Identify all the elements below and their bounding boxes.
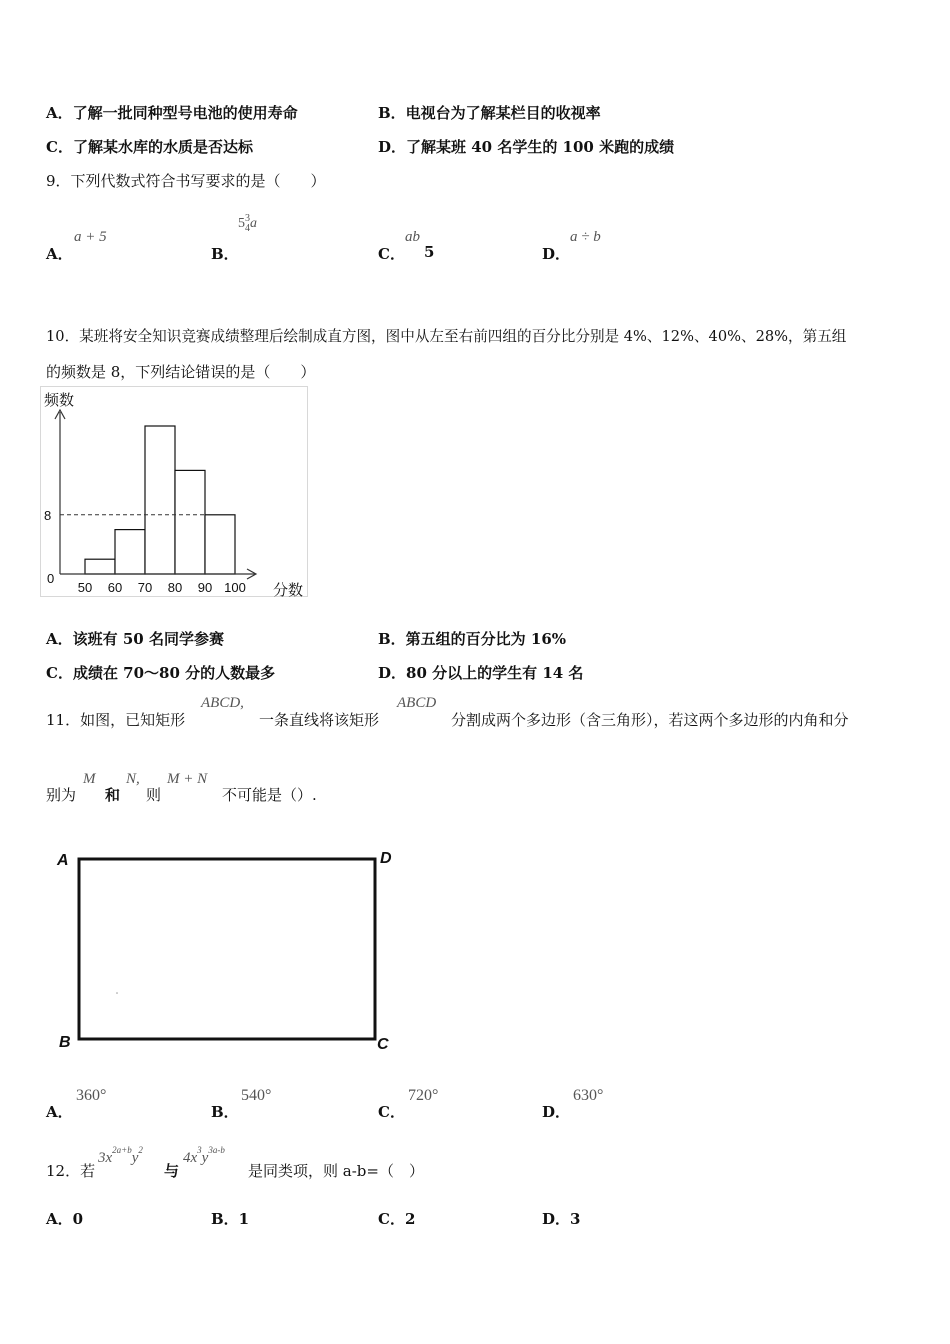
rectangle-abcd: [79, 859, 375, 1039]
q9-option-c-label: C．: [378, 245, 405, 263]
x-tick-90: 90: [197, 580, 213, 595]
corner-label-a: A: [57, 852, 69, 869]
histogram-chart: [40, 386, 320, 601]
q11-rect-name-2: ABCD: [397, 695, 437, 711]
q9-b-denominator: 4: [245, 223, 250, 234]
q11-line2-part3: 则: [146, 786, 162, 804]
q12-term2-yexp: 3a-b: [208, 1145, 225, 1155]
q9-b-whole: 5: [238, 216, 245, 232]
histogram-bar-80-90: [175, 470, 205, 574]
q9-option-a-label: A．: [46, 245, 73, 263]
q11-symbol-sum: M + N: [167, 771, 208, 787]
q9-option-a-expr: a + 5: [74, 229, 107, 245]
q12-term2-y: y: [201, 1150, 209, 1166]
q12-term-2: [183, 1145, 225, 1167]
corner-label-d: D: [380, 850, 392, 867]
q8-option-a: A．了解一批同种型号电池的使用寿命: [46, 104, 298, 122]
histogram-bar-90-100: [205, 515, 235, 574]
x-tick-100: 100: [224, 580, 246, 595]
q12-term2-xexp: 3: [197, 1145, 202, 1155]
q12-option-b: B．1: [211, 1210, 250, 1228]
q9-option-b-expr: [238, 214, 257, 234]
y-tick-8: 8: [44, 507, 52, 523]
q11-option-c-value: 720°: [408, 1087, 439, 1104]
x-tick-60: 60: [107, 580, 123, 595]
histogram-bar-70-80: [145, 426, 175, 574]
q10-stem-line1: 10．某班将安全知识竞赛成绩整理后绘制成直方图，图中从左至右前四组的百分比分别是 4%、12%、40%、28%，第五组: [46, 328, 847, 345]
q11-option-b-label: B．: [211, 1103, 239, 1121]
q11-option-d-value: 630°: [573, 1087, 604, 1104]
q10-option-c: C．成绩在 70～80 分的人数最多: [46, 664, 276, 682]
q10-stem-line2: 的频数是 8，下列结论错误的是（ ）: [46, 363, 316, 381]
q12-option-c: C．2: [378, 1210, 416, 1228]
stray-dot: [116, 992, 118, 994]
q11-line2-part4: 不可能是（）.: [222, 786, 317, 804]
q12-term1-y: y: [131, 1150, 139, 1166]
corner-label-b: B: [59, 1034, 71, 1051]
q10-option-d: D．80 分以上的学生有 14 名: [378, 664, 584, 682]
q10-option-a: A．该班有 50 名同学参赛: [46, 630, 224, 648]
histogram-bars: [85, 426, 235, 574]
q11-rect-name-1: ABCD,: [201, 695, 244, 711]
q12-stem-part3: [248, 1160, 424, 1181]
q9-option-c-expr: ab: [405, 229, 420, 245]
histogram-bar-60-70: [115, 530, 145, 574]
q10-option-b: B．第五组的百分比为 16%: [378, 630, 567, 648]
q9-b-variable: a: [250, 216, 257, 232]
rectangle-figure: [55, 843, 400, 1058]
y-axis-label: 频数: [44, 392, 75, 409]
q11-symbol-n: N,: [126, 771, 140, 787]
q12-term1-coef: 3x: [98, 1150, 113, 1166]
q12-stem-part1: 12．若: [46, 1162, 96, 1180]
q8-option-d: D．了解某班 40 名学生的 100 米跑的成绩: [378, 138, 675, 156]
q9-option-d-label: D．: [542, 245, 571, 263]
q12-stem-text: 是同类项，则 a-b=（ ）: [248, 1162, 424, 1180]
x-tick-50: 50: [77, 580, 93, 595]
x-tick-70: 70: [137, 580, 153, 595]
q11-stem-part2: 一条直线将该矩形: [259, 711, 380, 729]
q12-option-a: A．0: [46, 1210, 84, 1228]
q11-line2-part2: 和: [105, 786, 121, 804]
q12-term1-yexp: 2: [138, 1145, 143, 1155]
q12-term2-coef: 4x: [183, 1150, 198, 1166]
q11-stem-part1: 11．如图，已知矩形: [46, 711, 186, 729]
q11-line2-part1: 别为: [46, 786, 77, 804]
q9-b-numerator: 3: [245, 213, 250, 224]
q8-option-b: B．电视台为了解某栏目的收视率: [378, 104, 601, 122]
q9-option-b-label: B．: [211, 245, 239, 263]
x-axis-label: 分数: [273, 582, 304, 599]
q11-option-d-label: D．: [542, 1103, 571, 1121]
q11-option-c-label: C．: [378, 1103, 405, 1121]
x-tick-80: 80: [167, 580, 183, 595]
q11-option-b-value: 540°: [241, 1087, 272, 1104]
q12-term-1: [98, 1145, 143, 1167]
q9-stem: 9．下列代数式符合书写要求的是（ ）: [46, 172, 326, 190]
histogram-bar-50-60: [85, 559, 115, 574]
q9-option-d-expr: a ÷ b: [570, 229, 601, 245]
q11-stem-part3: 分割成两个多边形（含三角形），若这两个多边形的内角和分: [451, 711, 849, 729]
q11-option-a-value: 360°: [76, 1087, 107, 1104]
corner-label-c: C: [377, 1036, 389, 1053]
q11-symbol-m: M: [83, 771, 96, 787]
q8-option-c: C．了解某水库的水质是否达标: [46, 138, 253, 156]
y-tick-0: 0: [47, 571, 55, 586]
q12-term1-xexp: 2a+b: [112, 1145, 132, 1155]
x-tick-labels: [78, 580, 246, 595]
q9-option-c-tail: 5: [424, 243, 435, 261]
q11-option-a-label: A．: [46, 1103, 73, 1121]
q12-option-d: D．3: [542, 1210, 581, 1228]
q12-stem-part2: 与: [164, 1162, 180, 1180]
